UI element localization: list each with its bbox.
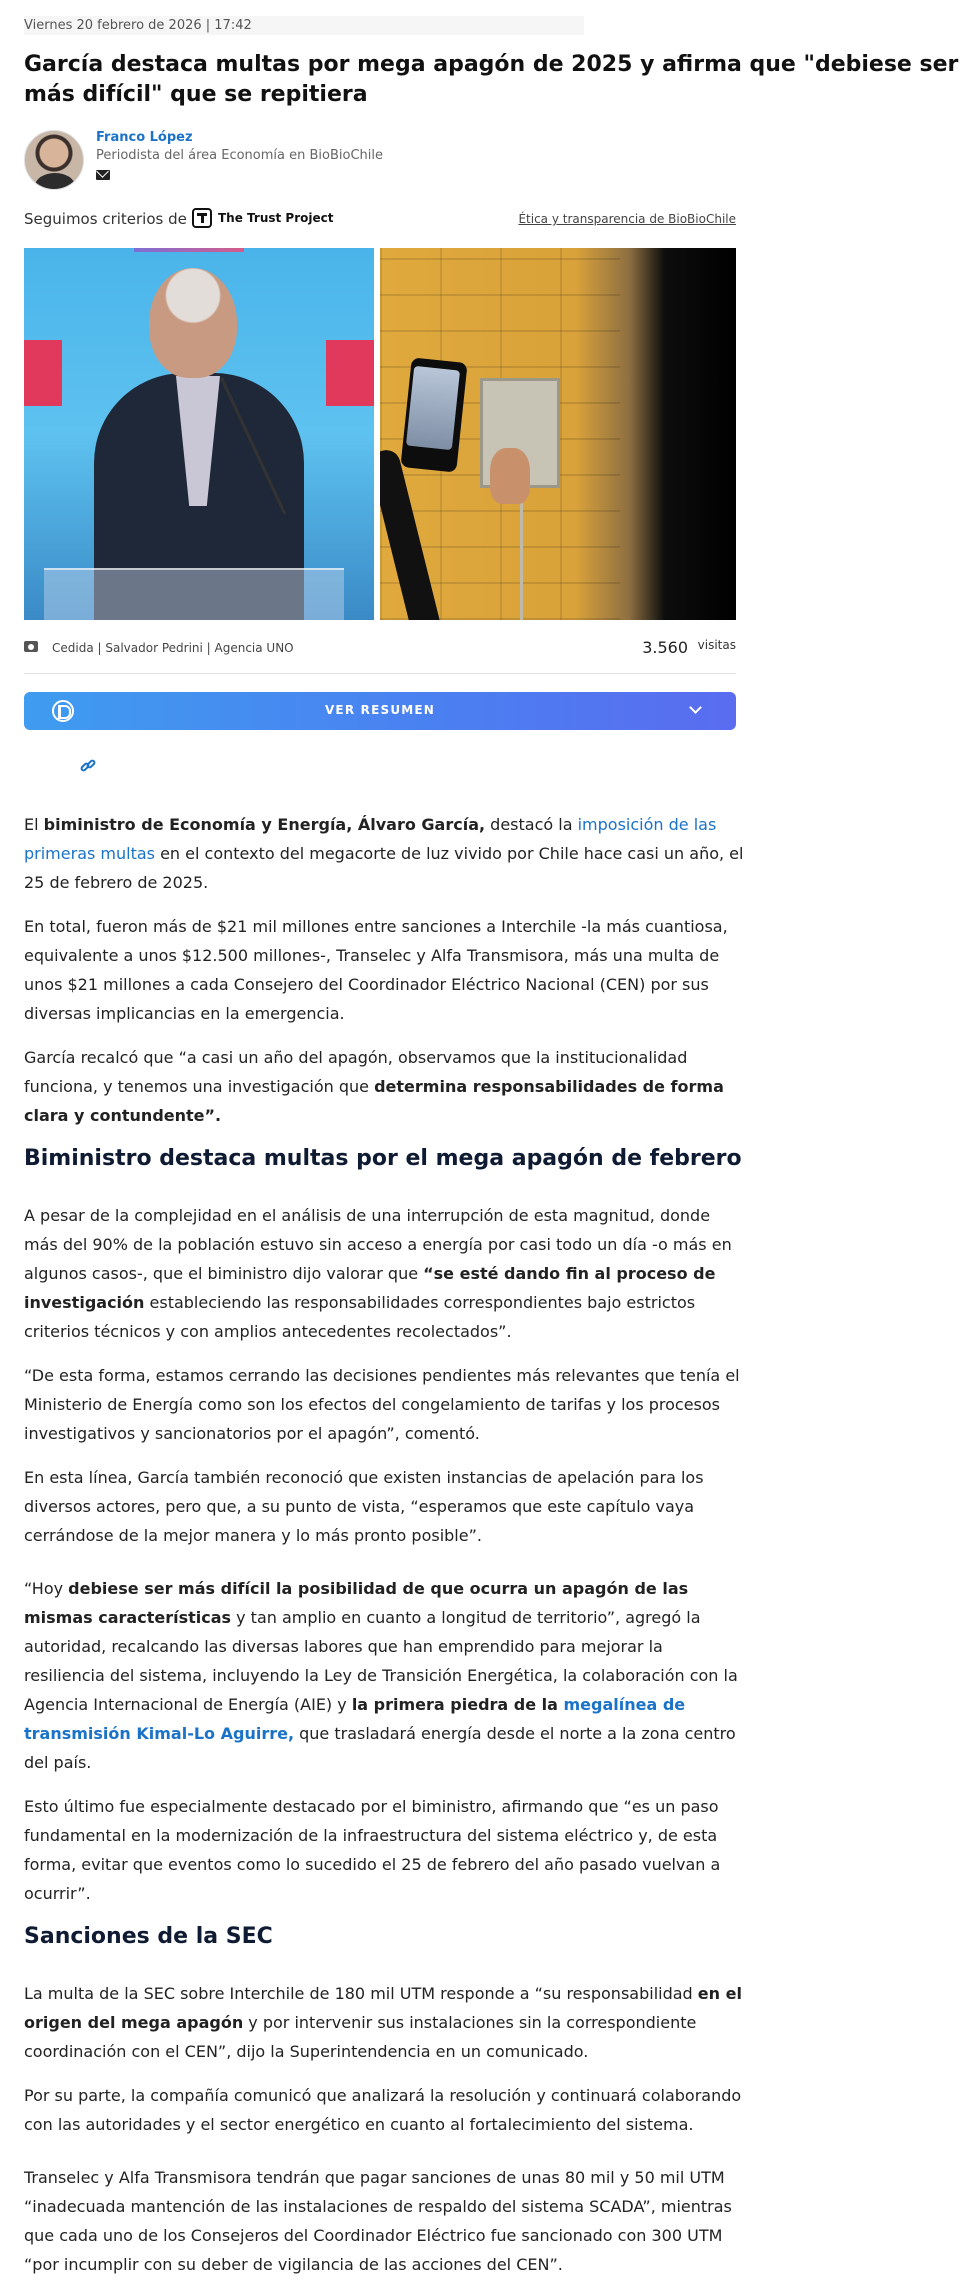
article-images [24,248,736,620]
ethics-transparency-link[interactable]: Ética y transparencia de BioBioChile [518,212,736,226]
paragraph-9: La multa de la SEC sobre Interchile de 180 mil UTM responde a “su responsabilidad en el origen del mega apagón y por intervenir sus instalaciones sin la correspondiente coordinación con el CEN”, dijo la Superintendencia en un comunicado. [24,1984,742,2061]
image-caption: Cedida | Salvador Pedrini | Agencia UNO [52,641,294,655]
article-title: García destaca multas por mega apagón de 2025 y afirma que "debiese ser más difícil" que se repitiera [24,52,959,107]
paragraph-11: Transelec y Alfa Transmisora tendrán que pagar sanciones de unas 80 mil y 50 mil UTM “inadecuada mantención de las instalaciones de respaldo del sistema SCADA”, mientras que cada uno de los Consejeros del Coordinador Eléctrico fue sancionado con 300 UTM “por incumplir con su deber de vigilancia de las acciones del CEN”. [24,2168,732,2274]
paragraph-3: García recalcó que “a casi un año del apagón, observamos que la institucionalidad funciona, y tenemos una investigación que determina responsabilidades de forma clara y contundente”. [24,1048,724,1125]
visits-count: 3.560 [642,638,688,657]
camera-icon [24,641,38,652]
author-name-link[interactable]: Franco López [96,130,193,145]
author-role: Periodista del área Economía en BioBioChile [96,148,383,163]
section-heading-multas: Biministro destaca multas por el mega apagón de febrero [24,1146,742,1171]
article-body [24,810,744,2294]
copy-link-icon[interactable] [80,758,96,774]
paragraph-7: “Hoy debiese ser más difícil la posibilidad de que ocurra un apagón de las mismas características y tan amplio en cuanto a longitud de territorio”, agregó la autoridad, recalcando las diversas labores que han emprendido para mejorar la resiliencia del sistema, incluyendo la Ley de Transición Energética, la colaboración con la Agencia Internacional de Energía (AIE) y la primera piedra de la megalínea de transmisión Kimal-Lo Aguirre, que trasladará energía desde el norte a la zona centro del país. [24,1579,738,1772]
section-heading-sec: Sanciones de la SEC [24,1924,273,1949]
trust-project-brand[interactable]: The Trust Project [218,211,334,225]
minister-photo[interactable] [24,248,374,620]
visits-label: visitas [697,638,736,652]
power-outage-photo[interactable] [380,248,736,620]
ver-resumen-label: VER RESUMEN [324,703,436,717]
kimal-lo-aguirre-link[interactable]: megalínea de transmisión Kimal-Lo Aguirre, [24,1695,686,1743]
trust-project-bar [24,206,736,230]
author-avatar[interactable] [24,130,84,190]
paragraph-2: En total, fueron más de $21 mil millones entre sanciones a Interchile -la más cuantiosa, equivalente a unos $12.500 millones-, Transelec y Alfa Transmisora, más una multa de unos $21 millones a cada Consejero del Coordinador Eléctrico Nacional (CEN) por sus diversas implicancias en la emergencia. [24,917,728,1023]
paragraph-8: Esto último fue especialmente destacado por el biministro, afirmando que “es un paso fundamental en la modernización de la infraestructura del sistema eléctrico y, de esta forma, evitar que eventos como lo sucedido el 25 de febrero del año pasado vuelvan a ocurrir”. [24,1797,721,1903]
paragraph-4: A pesar de la complejidad en el análisis de una interrupción de esta magnitud, donde más del 90% de la población estuvo sin acceso a energía por casi todo un día -o más en algunos casos-, que el biministro dijo valorar que “se esté dando fin al proceso de investigación estableciendo las responsabilidades correspondientes bajo estrictos criterios técnicos y con amplios antecedentes recolectados”. [24,1206,732,1341]
mail-icon[interactable] [96,170,110,180]
trust-project-logo-icon [192,208,212,228]
publish-date: Viernes 20 febrero de 2026 | 17:42 [24,16,584,35]
paragraph-5: “De esta forma, estamos cerrando las decisiones pendientes más relevantes que tenía el Ministerio de Energía como son los efectos del congelamiento de tarifas y los procesos investigativos y sancionatorios por el apagón”, comentó. [24,1366,740,1443]
ver-resumen-button[interactable] [24,692,736,730]
paragraph-6: En esta línea, García también reconoció que existen instancias de apelación para los diversos actores, pero que, a su punto de vista, “esperamos que este capítulo vaya cerrándose de la mejor manera y lo más pronto posible”. [24,1468,704,1545]
primeras-multas-link[interactable]: imposición de las primeras multas [24,815,717,863]
image-caption-bar [24,630,736,674]
paragraph-1: El biministro de Economía y Energía, Álvaro García, destacó la imposición de las primeras multas en el contexto del megacorte de luz vivido por Chile hace casi un año, el 25 de febrero de 2025. [24,815,744,892]
trust-lead-text: Seguimos criterios de [24,210,187,228]
paragraph-10: Por su parte, la compañía comunicó que analizará la resolución y continuará colaborando con las autoridades y el sector energético en cuanto al fortalecimiento del sistema. [24,2086,742,2134]
